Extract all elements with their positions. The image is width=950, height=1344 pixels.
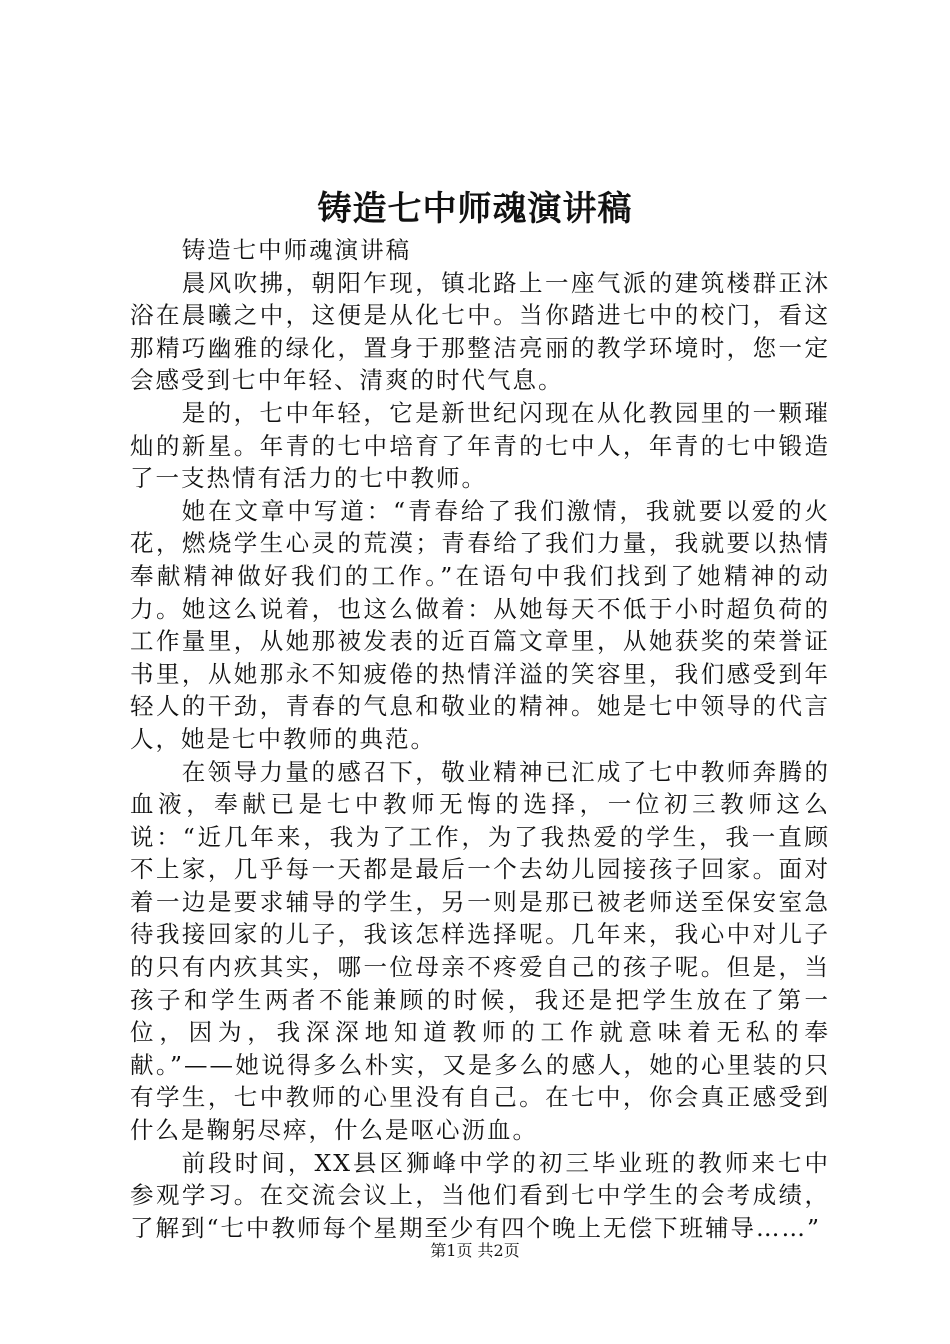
paragraph-subtitle: 铸造七中师魂演讲稿 <box>181 236 412 264</box>
paragraph: 在领导力量的感召下，敬业精神已汇成了七中教师奔腾的血液，奉献已是七中教师无悔的选择，一位初三教师这么说：“近几年来，我为了工作，为了我热爱的学生，我一直顾不上家，几乎每一天都是最后一个去幼儿园接孩子回家。面对着一边是要求辅导的学生，另一则是那已被老师送至保安室急待我接回家的儿子，我该怎样选择呢。几年来，我心中对儿子的只有内疚其实，哪一位母亲不疼爱自己的孩子呢。但是，当孩子和学生两者不能兼顾的时候，我还是把学生放在了第一位，因为，我深深地知道教师的工作就意味着无私的奉献。”——她说得多么朴实，又是多么的感人，她的心里装的只有学生，七中教师的心里没有自己。在七中，你会真正感受到什么是鞠躬尽瘁，什么是呕心沥血。 <box>130 757 830 1145</box>
document-body <box>130 234 830 1244</box>
paragraph: 是的，七中年轻，它是新世纪闪现在从化教园里的一颗璀灿的新星。年青的七中培育了年青的七中人，年青的七中锻造了一支热情有活力的七中教师。 <box>130 398 830 493</box>
paragraph: 晨风吹拂，朝阳乍现，镇北路上一座气派的建筑楼群正沐浴在晨曦之中，这便是从化七中。当你踏进七中的校门，看这那精巧幽雅的绿化，置身于那整洁亮丽的教学环境时，您一定会感受到七中年轻、清爽的时代气息。 <box>130 268 830 395</box>
paragraph: 前段时间，XX县区狮峰中学的初三毕业班的教师来七中参观学习。在交流会议上，当他们看到七中学生的会考成绩，了解到“七中教师每个星期至少有四个晚上无偿下班辅导……” <box>130 1148 830 1242</box>
page-footer: 第1页 共2页 <box>430 1241 520 1260</box>
document-title: 铸造七中师魂演讲稿 <box>317 189 633 229</box>
paragraph: 她在文章中写道：“青春给了我们激情，我就要以爱的火花，燃烧学生心灵的荒漠；青春给了我们力量，我就要以热情奉献精神做好我们的工作。”在语句中我们找到了她精神的动力。她这么说着，也这么做着：从她每天不低于小时超负荷的工作量里，从她那被发表的近百篇文章里，从她获奖的荣誉证书里，从她那永不知疲倦的热情洋溢的笑容里，我们感受到年轻人的干劲，青春的气息和敬业的精神。她是七中领导的代言人，她是七中教师的典范。 <box>130 496 830 753</box>
